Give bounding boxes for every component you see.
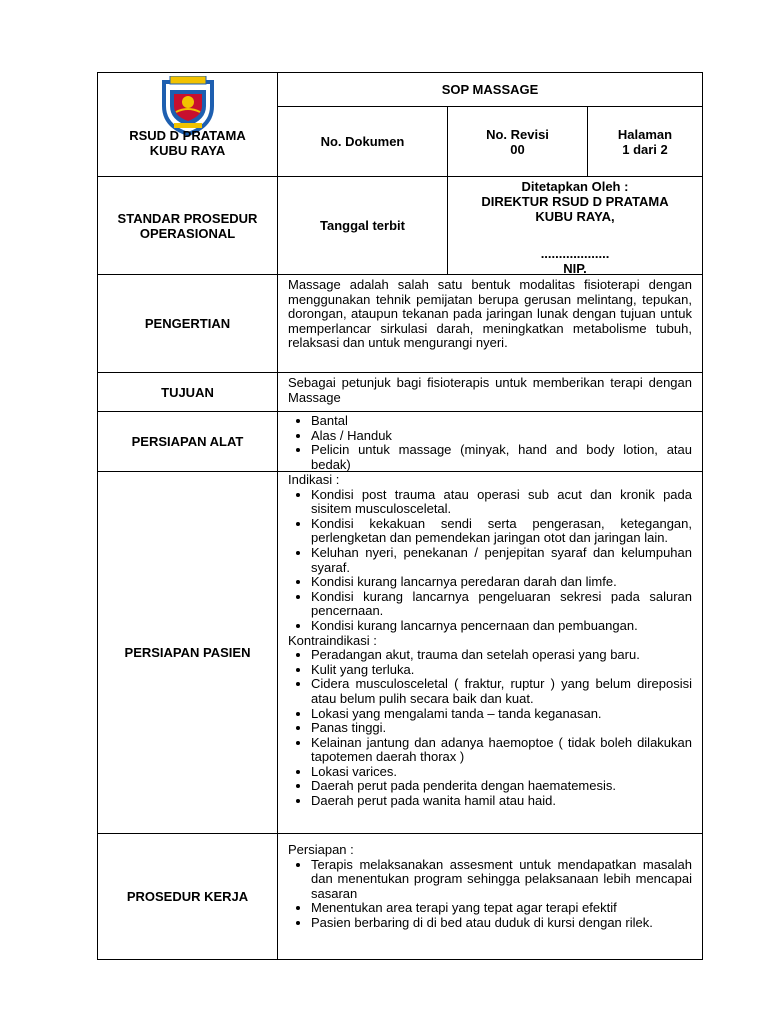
persiapan-alat-label-cell [97, 411, 278, 472]
hospital-name-line1: RSUD D PRATAMA [129, 128, 246, 143]
list-item: • Kondisi post trauma atau operasi sub acut dan kronik pada sisitem musculosceletal. [311, 488, 692, 517]
prosedur-kerja-content-cell [277, 833, 703, 960]
persiapan-alat-content-cell [277, 411, 703, 472]
list-item: • Pelicin untuk massage (minyak, hand and body lotion, atau bedak) [311, 443, 692, 472]
list-item: • Kondisi kurang lancarnya peredaran darah dan limfe. [311, 575, 692, 590]
pengertian-text: Massage adalah salah satu bentuk modalitas fisioterapi dengan menggunakan tehnik pemijatan berupa gerusan melintang, tepukan, dorongan, ataupun tekanan pada jaringan lunak dengan tujuan untuk memperlancar sirkulasi darah, meningkatkan metabolisme tubuh, relaksasi dan untuk mengurangi nyeri. [288, 277, 692, 351]
list-item: • Terapis melaksanakan assesment untuk mendapatkan masalah dan menentukan program sehingga pelaksanaan lebih mencapai sasaran [311, 858, 692, 902]
kabupaten-logo [160, 76, 216, 136]
list-item: • Lokasi yang mengalami tanda – tanda keganasan. [311, 707, 692, 722]
page-value: 1 dari 2 [622, 141, 668, 157]
revision-cell [447, 106, 588, 177]
list-item: • Panas tinggi. [311, 721, 692, 736]
tujuan-content-cell [277, 372, 703, 412]
list-item: • Daerah perut pada wanita hamil atau haid. [311, 794, 692, 809]
persiapan-pasien-content-cell [277, 471, 703, 834]
sop-label-line1: STANDAR PROSEDUR [117, 210, 258, 226]
pengertian-label: PENGERTIAN [144, 316, 231, 331]
list-item: • Lokasi varices. [311, 765, 692, 780]
page-label: Halaman [617, 126, 673, 142]
sop-title: SOP MASSAGE [441, 82, 539, 97]
prosedur-kerja-label-cell [97, 833, 278, 960]
sop-label-line2: OPERASIONAL [139, 225, 236, 241]
nip-label: NIP. [563, 261, 587, 276]
pengertian-label-cell [97, 274, 278, 373]
list-item: • Peradangan akut, trauma dan setelah operasi yang baru. [311, 648, 692, 663]
persiapan-pasien-label-cell [97, 471, 278, 834]
list-item: • Cidera musculosceletal ( fraktur, ruptur ) yang belum direposisi atau belum pulih secara baik dan kuat. [311, 677, 692, 706]
list-item: • Daerah perut pada penderita dengan haematemesis. [311, 779, 692, 794]
issued-date-cell [277, 176, 448, 275]
indikasi-title: Indikasi : [288, 472, 340, 487]
list-item: • Kondisi kurang lancarnya pencernaan dan pembuangan. [311, 619, 692, 634]
kontraindikasi-list [288, 648, 692, 809]
persiapan-alat-list [288, 414, 692, 472]
list-item: • Alas / Handuk [311, 429, 692, 444]
approval-cell [447, 176, 703, 275]
page-cell [587, 106, 703, 177]
prosedur-kerja-list [288, 858, 692, 931]
approved-by-line2: DIREKTUR RSUD D PRATAMA [481, 194, 669, 209]
hospital-cell [97, 72, 278, 177]
approved-by-line3: KUBU RAYA, [535, 209, 615, 224]
sop-title-cell [277, 72, 703, 107]
tujuan-label-cell [97, 372, 278, 412]
kontraindikasi-title: Kontraindikasi : [288, 632, 377, 648]
list-item: • Pasien berbaring di di bed atau duduk di kursi dengan rilek. [311, 916, 692, 931]
sop-document [97, 72, 703, 960]
persiapan-alat-label: PERSIAPAN ALAT [131, 434, 244, 449]
signature-dots: ................... [540, 246, 610, 261]
issued-date-label: Tanggal terbit [320, 218, 405, 233]
sop-label-cell [97, 176, 278, 275]
persiapan-title: Persiapan : [288, 842, 354, 857]
hospital-name-line2: KUBU RAYA [149, 143, 226, 158]
tujuan-label: TUJUAN [161, 384, 214, 400]
tujuan-text: Sebagai petunjuk bagi fisioterapis untuk memberikan terapi dengan Massage [288, 375, 692, 405]
prosedur-kerja-label: PROSEDUR KERJA [126, 889, 249, 904]
doc-number-label: No. Dokumen [320, 134, 405, 149]
list-item: • Bantal [311, 414, 692, 429]
list-item: • Kulit yang terluka. [311, 663, 692, 678]
pengertian-content-cell [277, 274, 703, 373]
list-item: • Kelainan jantung dan adanya haemoptoe ( tidak boleh dilakukan tapotemen daerah thorax ) [311, 736, 692, 765]
doc-number-cell [277, 106, 448, 177]
persiapan-pasien-label: PERSIAPAN PASIEN [124, 645, 251, 660]
revision-label: No. Revisi [486, 126, 549, 142]
list-item: • Kondisi kurang lancarnya pengeluaran sekresi pada saluran pencernaan. [311, 590, 692, 619]
indikasi-list [288, 488, 692, 634]
revision-value: 00 [510, 141, 525, 157]
list-item: • Menentukan area terapi yang tepat agar terapi efektif [311, 901, 692, 916]
list-item: • Kondisi kekakuan sendi serta pengerasan, ketegangan, perlengketan dan pemendekan jaringan otot dan jaringan lain. [311, 517, 692, 546]
list-item: • Keluhan nyeri, penekanan / penjepitan syaraf dan kelumpuhan syaraf. [311, 546, 692, 575]
approved-by-line1: Ditetapkan Oleh : [521, 179, 629, 194]
